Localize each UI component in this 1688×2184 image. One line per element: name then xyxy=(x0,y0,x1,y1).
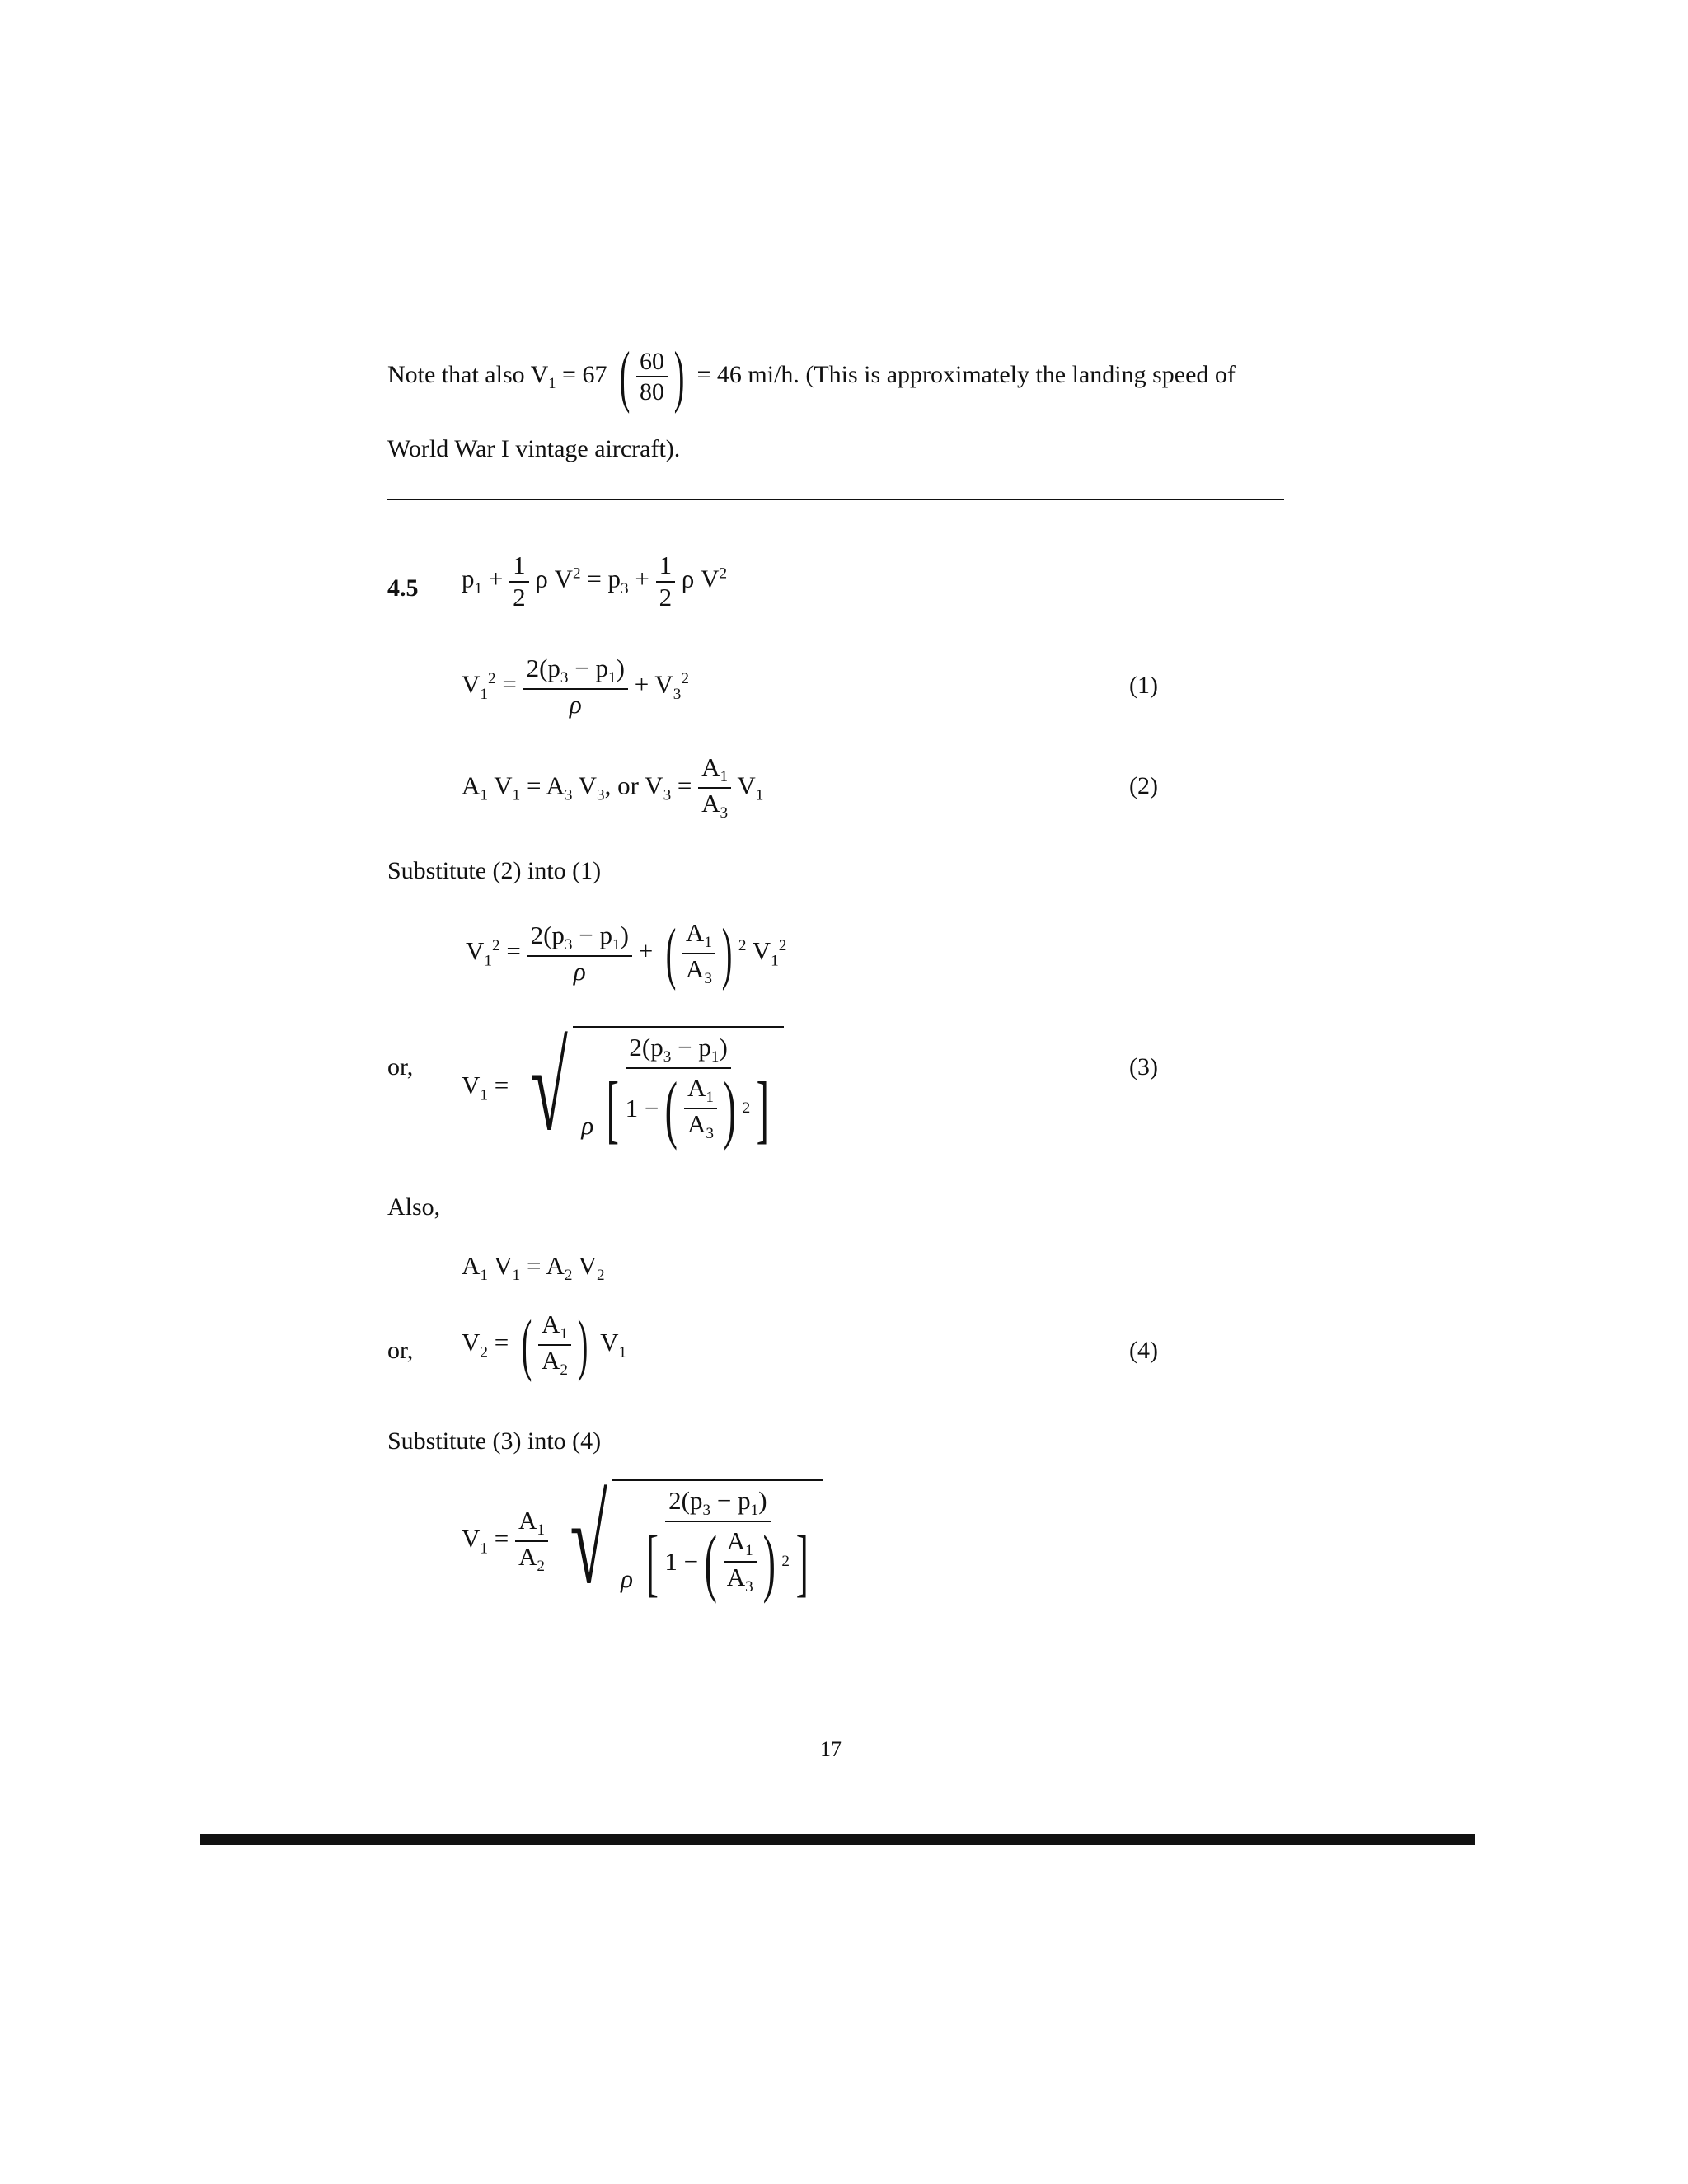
continuity-equation: $A_1$ $V_1 = A_2$ $V_2$ xyxy=(462,1251,605,1285)
equation-1: $V_1^2$ = $\frac{2(p_3 - p_1)}{\rho}$ + $V_3^2$ xyxy=(462,654,689,719)
equation-4: $V_2$ = ( $\frac{A_1}{A_2}$ ) $V_1$ xyxy=(462,1306,627,1383)
equation-2: $A_1$ $V_1 = A_3$ $V_3$, or $V_3$ = $\frac{A_1}{A_3}$ $V_1$ xyxy=(462,752,764,823)
intro-frac-den: 80 xyxy=(639,378,664,405)
combined-equation: $V_1^2$ = $\frac{2(p_3 - p_1)}{\rho}$ + ( $\frac{A_1}{A_3}$ ) $^2$ $V_1^2$ xyxy=(466,915,787,991)
equation-1-label: (1) xyxy=(1129,672,1158,699)
also-label: Also, xyxy=(387,1193,441,1221)
problem-number: 4.5 xyxy=(387,574,419,602)
intro-eq67: = 67 xyxy=(556,360,607,388)
equation-4-label: (4) xyxy=(1129,1337,1158,1364)
intro-fraction-paren: ( $\frac{60}{80}$ ) xyxy=(619,338,685,415)
intro-line-1 xyxy=(387,338,1236,415)
or-label-2: or, xyxy=(387,1337,414,1364)
section-divider xyxy=(387,499,1284,500)
intro-prefix: Note that also V xyxy=(387,360,549,388)
intro-rest: = 46 mi/h. (This is approximately the landing speed of xyxy=(696,360,1236,388)
final-equation: $V_1$ = $\frac{A_1}{A_2}$ √ $2(p_3 - p_1)$ ρ [ 1 − ( $\frac{A_1}{A_3}$ ) 2 ] xyxy=(462,1479,823,1603)
or-label-1: or, xyxy=(387,1053,414,1080)
equation-3: $V_1$ = √ $2(p_3 - p_1)$ ρ [ 1 − ( $\frac{A_1}{A_3}$ ) 2 ] xyxy=(462,1026,784,1150)
equation-3-label: (3) xyxy=(1129,1053,1158,1080)
bottom-bar xyxy=(200,1834,1475,1845)
page-number: 17 xyxy=(820,1737,842,1761)
intro-frac-num: 60 xyxy=(636,349,668,378)
equation-2-label: (2) xyxy=(1129,772,1158,799)
intro-line-2: World War I vintage aircraft). xyxy=(387,435,681,462)
substitute-3-into-4: Substitute (3) into (4) xyxy=(387,1427,602,1455)
intro-sub: 1 xyxy=(548,374,556,392)
bernoulli-equation: $p_1$ + $\frac{1}{2}$ ρ $V^2 = p_3$ + $\frac{1}{2}$ ρ $V^2$ xyxy=(462,551,728,612)
substitute-2-into-1: Substitute (2) into (1) xyxy=(387,857,602,884)
